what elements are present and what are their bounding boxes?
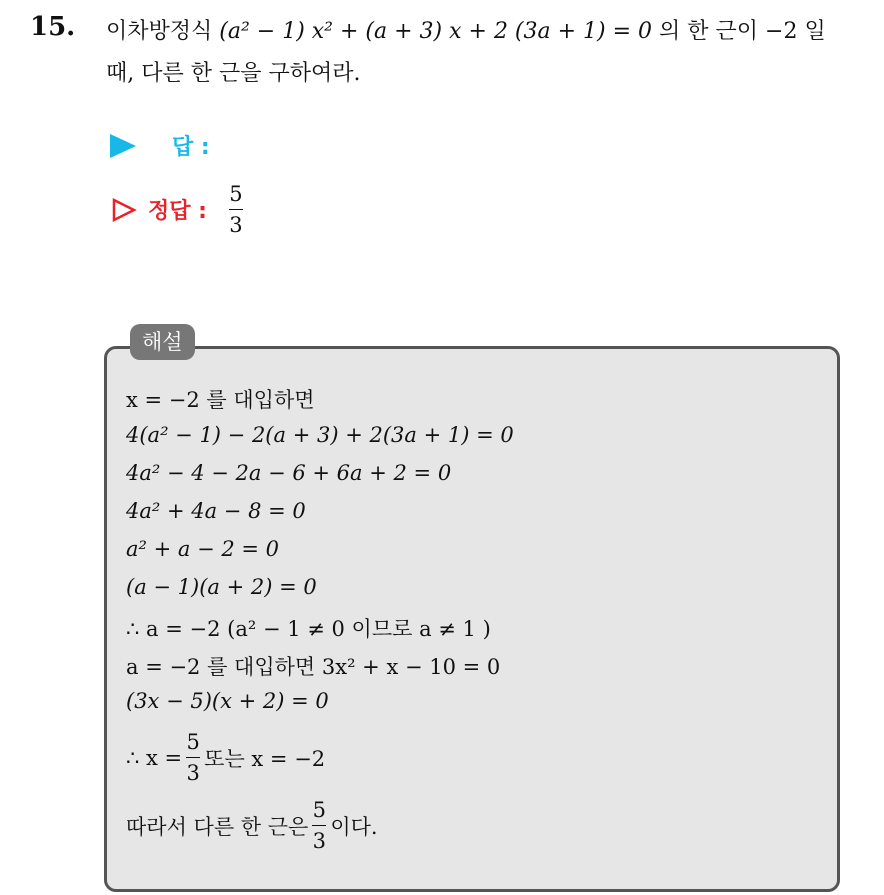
- solution-line: x = −2 를 대입하면: [126, 388, 315, 412]
- fraction-denominator: 3: [229, 213, 243, 237]
- fraction-numerator: 5: [186, 730, 200, 754]
- question-line-2: 때, 다른 한 근을 구하여라.: [106, 61, 361, 86]
- conclusion-fraction: [312, 798, 326, 853]
- solution-line: a = −2 를 대입하면 3x² + x − 10 = 0: [126, 655, 501, 679]
- answer-input-row: [110, 130, 210, 161]
- solution-line: (a − 1)(a + 2) = 0: [126, 575, 317, 599]
- outline-triangle-icon: [110, 196, 138, 224]
- fraction-bar: [229, 209, 243, 210]
- correct-answer-label: 정답 :: [148, 199, 207, 224]
- answer-label: 답 :: [172, 135, 210, 160]
- question-line-1: [106, 14, 826, 45]
- solution-line: ∴ a = −2 (a² − 1 ≠ 0 이므로 a ≠ 1 ): [126, 617, 491, 641]
- fraction-denominator: 3: [186, 761, 200, 785]
- correct-answer-fraction: [229, 182, 243, 237]
- solution-line-suffix: 또는 x = −2: [204, 746, 326, 771]
- play-triangle-icon: [110, 134, 136, 158]
- question-suffix: 의 한 근이 −2 일: [659, 19, 826, 44]
- solution-line: a² + a − 2 = 0: [126, 537, 280, 561]
- solution-line: 4a² + 4a − 8 = 0: [126, 499, 306, 523]
- solution-line: 4(a² − 1) − 2(a + 3) + 2(3a + 1) = 0: [126, 423, 514, 447]
- question-number: 15.: [30, 12, 76, 42]
- fraction-numerator: 5: [229, 182, 243, 206]
- solution-line: 4a² − 4 − 2a − 6 + 6a + 2 = 0: [126, 461, 452, 485]
- solution-conclusion: [126, 798, 378, 853]
- correct-answer-row: [110, 182, 247, 237]
- solution-line-prefix: ∴ x =: [126, 745, 183, 770]
- conclusion-prefix: 따라서 다른 한 근은: [126, 814, 309, 839]
- fraction-bar: [312, 825, 326, 826]
- solution-tag: 해설: [130, 324, 195, 360]
- question-equation: (a² − 1) x² + (a + 3) x + 2 (3a + 1) = 0: [219, 19, 653, 44]
- solution-fraction: [186, 730, 200, 785]
- solution-line-fraction: [126, 730, 325, 785]
- question-prefix: 이차방정식: [106, 19, 213, 44]
- fraction-numerator: 5: [312, 798, 327, 822]
- fraction-denominator: 3: [312, 829, 327, 853]
- fraction-bar: [186, 757, 200, 758]
- conclusion-suffix: 이다.: [330, 814, 378, 839]
- solution-line: (3x − 5)(x + 2) = 0: [126, 689, 329, 713]
